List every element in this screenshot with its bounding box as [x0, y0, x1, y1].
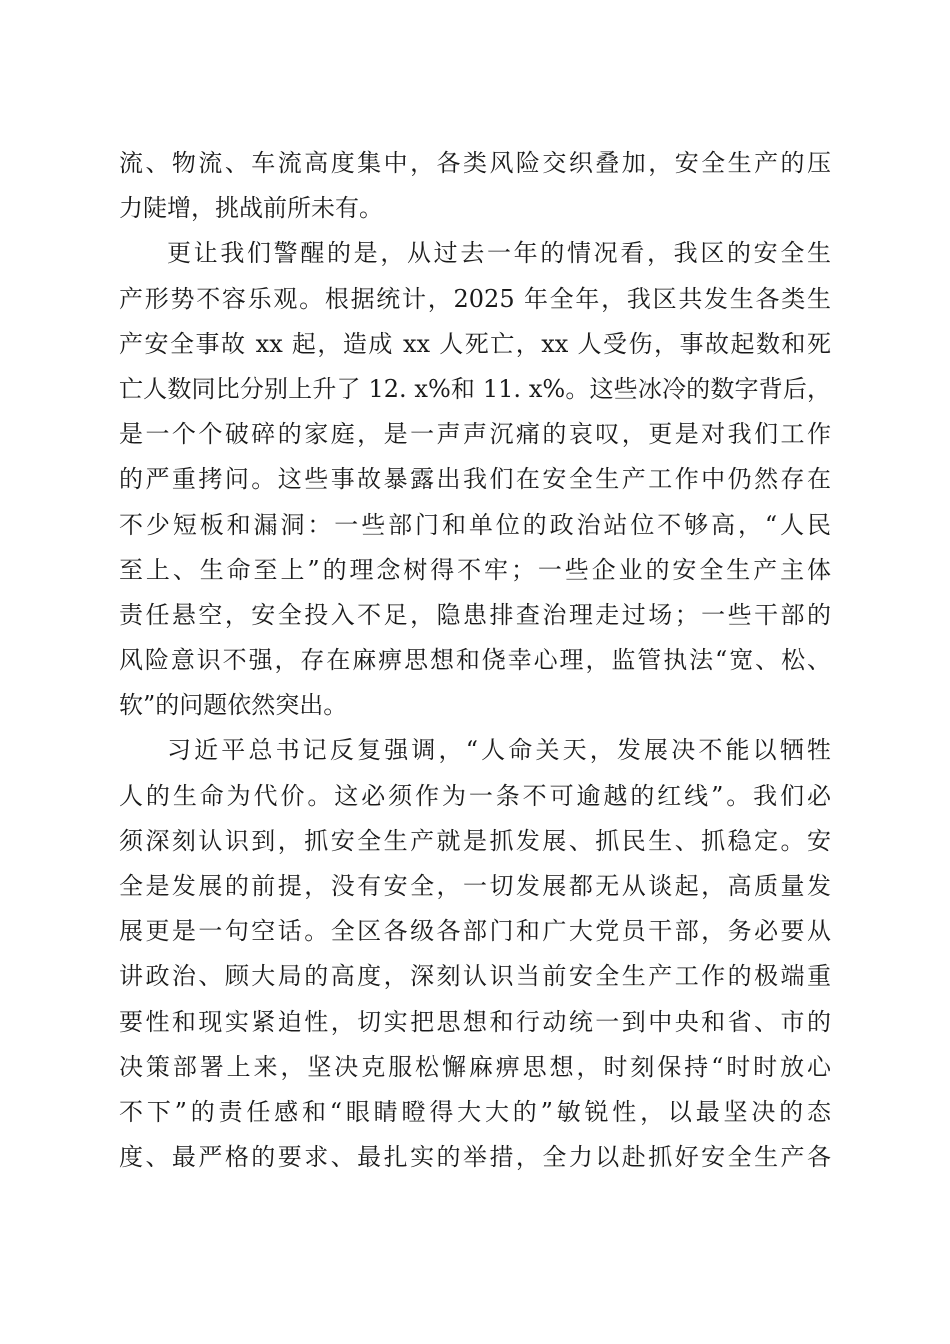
text-line: 决策部署上来，坚决克服松懈麻痹思想，时刻保持“时时放心 — [119, 1052, 831, 1081]
text-line: 要性和现实紧迫性，切实把思想和行动统一到中央和省、市的 — [119, 1007, 831, 1036]
text-line: 产安全事故 xx 起，造成 xx 人死亡，xx 人受伤，事故起数和死 — [119, 329, 831, 358]
text-line: 软”的问题依然突出。 — [119, 691, 348, 720]
text-line: 讲政治、顾大局的高度，深刻认识当前安全生产工作的极端重 — [119, 962, 831, 991]
text-line: 风险意识不强，存在麻痹思想和侥幸心理，监管执法“宽、松、 — [119, 646, 831, 675]
text-line: 责任悬空，安全投入不足，隐患排查治理走过场；一些干部的 — [119, 600, 831, 629]
paragraph-first-line: 更让我们警醒的是，从过去一年的情况看，我区的安全生 — [167, 239, 831, 268]
text-line: 至上、生命至上”的理念树得不牢；一些企业的安全生产主体 — [119, 555, 831, 584]
text-line: 全是发展的前提，没有安全，一切发展都无从谈起，高质量发 — [119, 872, 831, 900]
text-line: 是一个个破碎的家庭，是一声声沉痛的哀叹，更是对我们工作 — [119, 420, 831, 449]
text-line: 亡人数同比分别上升了 12. x%和 11. x%。这些冰冷的数字背后， — [119, 374, 831, 403]
text-line: 力陡增，挑战前所未有。 — [119, 194, 383, 223]
body-text — [119, 141, 831, 1180]
text-line: 人的生命为代价。这必须作为一条不可逾越的红线”。我们必 — [119, 781, 831, 810]
paragraph-first-line: 习近平总书记反复强调，“人命关天，发展决不能以牺牲 — [167, 736, 831, 765]
text-line: 展更是一句空话。全区各级各部门和广大党员干部，务必要从 — [119, 917, 831, 946]
text-line: 流、物流、车流高度集中，各类风险交织叠加，安全生产的压 — [119, 149, 831, 177]
text-line: 不少短板和漏洞：一些部门和单位的政治站位不够高，“人民 — [119, 510, 831, 539]
text-line: 度、最严格的要求、最扎实的举措，全力以赴抓好安全生产各 — [119, 1143, 831, 1172]
text-line: 须深刻认识到，抓安全生产就是抓发展、抓民生、抓稳定。安 — [119, 826, 831, 855]
text-line: 产形势不容乐观。根据统计，2025 年全年，我区共发生各类生 — [119, 284, 831, 313]
text-line: 的严重拷问。这些事故暴露出我们在安全生产工作中仍然存在 — [119, 465, 831, 494]
text-line: 不下”的责任感和“眼睛瞪得大大的”敏锐性，以最坚决的态 — [119, 1097, 831, 1126]
